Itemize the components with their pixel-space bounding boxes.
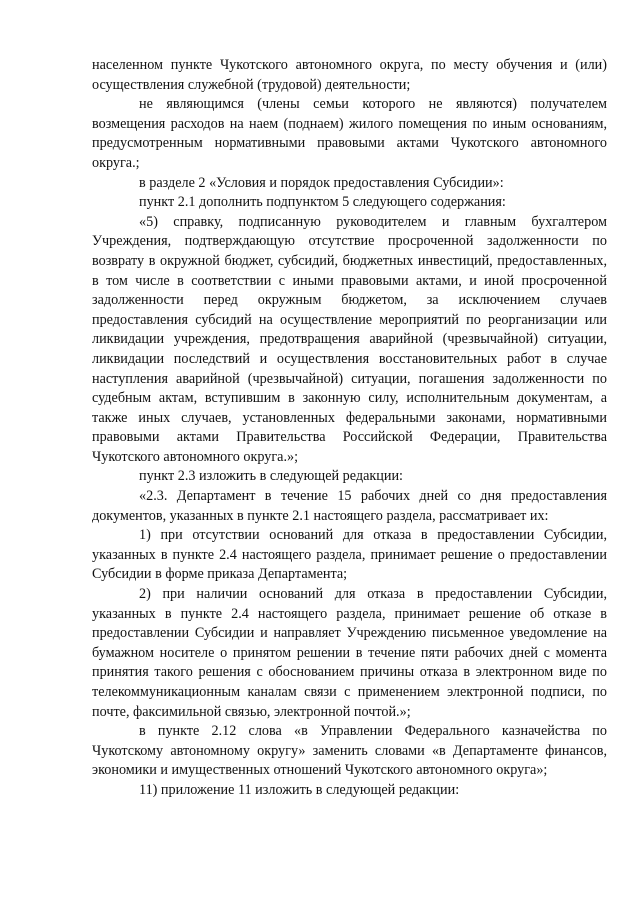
- paragraph: «5) справку, подписанную руководителем и главным бухгалтером Учреждения, подтверждающую отсутствие просроченной задолженности по возврату в окружной бюджет, субсидий, бюджетных инвестиций, предоставленных, в том числе в соответствии с иными правовыми актами, и иной просроченной задолженности перед окружным бюджетом, за исключением случаев предоставления субсидий на осуществление мероприятий по реорганизации или ликвидации учреждения, предотвращения аварийной (чрезвычайной) ситуации, ликвидации последствий и осуществления восстановительных работ в случае наступления аварийной (чрезвычайной) ситуации, погашения задолженности по судебным актам, вступившим в законную силу, исполнительным документам, а также иных случаев, установленных федеральными законами, нормативными правовыми актами Правительства Российской Федерации, Правительства Чукотского автономного округа.»;: [92, 213, 607, 465]
- paragraph: 11) приложение 11 изложить в следующей редакции:: [139, 781, 460, 798]
- paragraph: не являющимся (члены семьи которого не являются) получателем возмещения расходов на наем (поднаем) жилого помещения по иным основаниям, предусмотренным нормативными правовыми актами Чукотского автономного округа.;: [92, 96, 607, 171]
- paragraph: 1) при отсутствии оснований для отказа в предоставлении Субсидии, указанных в пункте 2.4 настоящего раздела, принимает решение о предоставлении Субсидии в форме приказа Департамента;: [92, 527, 607, 583]
- paragraph: «2.3. Департамент в течение 15 рабочих дней со дня предоставления документов, указанных в пункте 2.1 настоящего раздела, рассматривает их:: [92, 488, 607, 524]
- paragraph: пункт 2.1 дополнить подпунктом 5 следующего содержания:: [139, 194, 506, 211]
- paragraph: населенном пункте Чукотского автономного округа, по месту обучения и (или) осуществления служебной (трудовой) деятельности;: [92, 57, 607, 93]
- paragraph: в пункте 2.12 слова «в Управлении Федерального казначейства по Чукотскому автономному округу» заменить словами «в Департаменте финансов, экономики и имущественных отношений Чукотского автономного округа»;: [92, 723, 607, 779]
- document-body: [92, 56, 607, 801]
- paragraph: в разделе 2 «Условия и порядок предоставления Субсидии»:: [139, 174, 504, 191]
- paragraph: пункт 2.3 изложить в следующей редакции:: [139, 468, 403, 485]
- paragraph: 2) при наличии оснований для отказа в предоставлении Субсидии, указанных в пункте 2.4 настоящего раздела, принимает решение об отказе в предоставлении Субсидии и направляет Учреждению письменное уведомление на бумажном носителе о принятом решении в течение пяти рабочих дней с момента принятия такого решения с обоснованием причины отказа в электронном виде по телекоммуникационным каналам связи с применением электронной подписи, по почте, факсимильной связью, электронной почтой.»;: [92, 586, 607, 720]
